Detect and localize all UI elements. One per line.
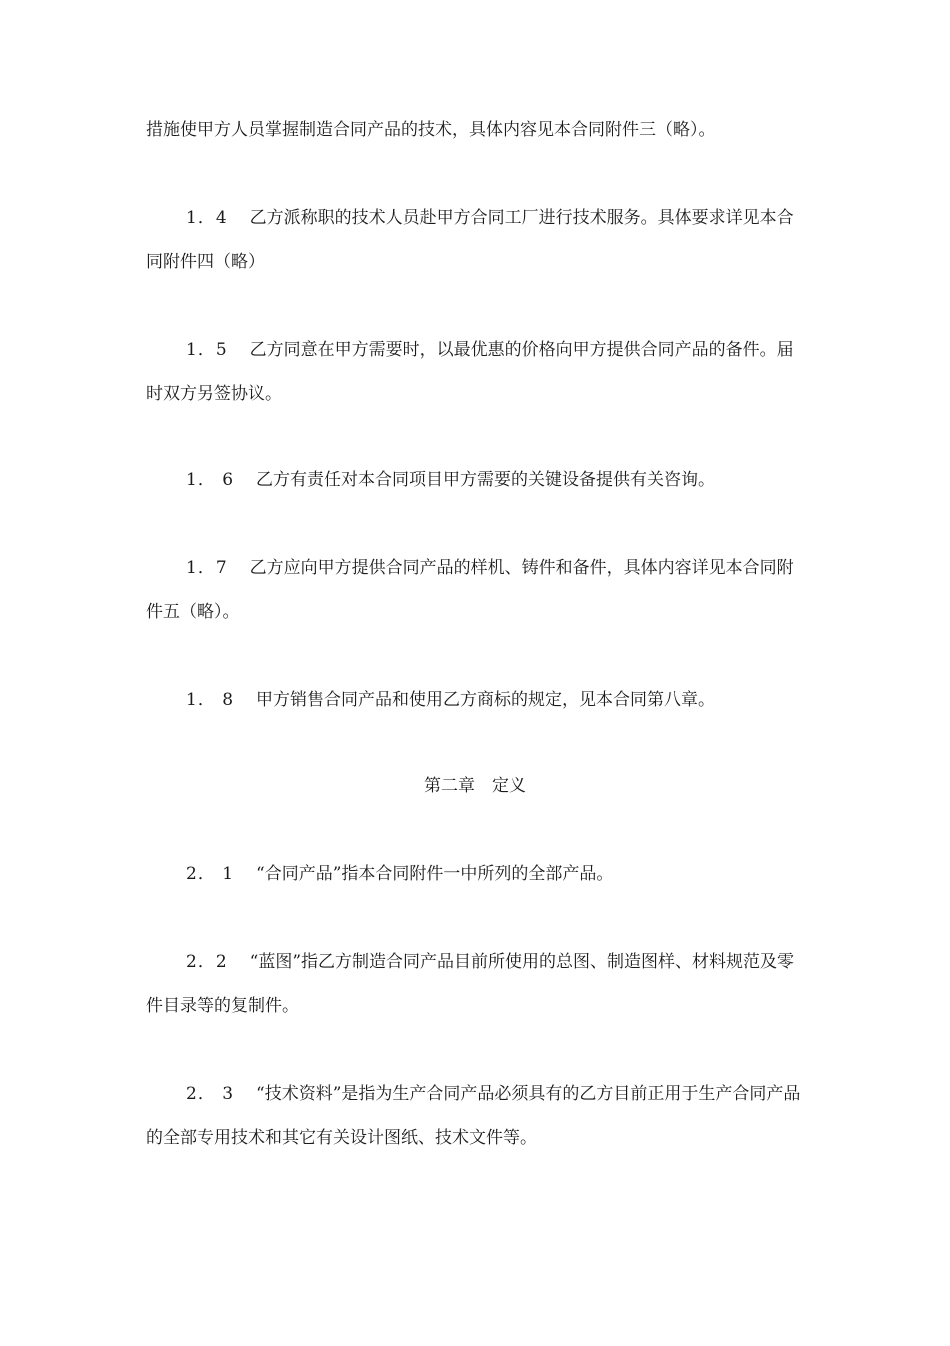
chapter-heading: 第二章 定义 [424,776,526,796]
clause-text: “蓝图”指乙方制造合同产品目前所使用的总图、制造图样、材料规范及零件目录等的复制件。 [146,952,795,1016]
clause-1-8 [146,678,810,722]
paragraph-text: 措施使甲方人员掌握制造合同产品的技术，具体内容见本合同附件三（略）。 [146,120,716,140]
clause-number: 2． 3 [186,1084,235,1104]
clause-number: 1．4 [186,208,228,228]
clause-1-6 [146,458,810,502]
clause-number: 2．2 [186,952,228,972]
clause-text: “合同产品”指本合同附件一中所列的全部产品。 [256,864,614,884]
clause-1-4 [146,196,810,284]
clause-number: 2． 1 [186,864,235,884]
clause-number: 1．5 [186,340,228,360]
clause-text: 甲方销售合同产品和使用乙方商标的规定，见本合同第八章。 [256,690,716,710]
clause-number: 1． 6 [186,470,235,490]
clause-2-2 [146,940,810,1028]
clause-1-7 [146,546,810,634]
clause-number: 1．7 [186,558,228,578]
clause-text: 乙方应向甲方提供合同产品的样机、铸件和备件，具体内容详见本合同附件五（略）。 [146,558,794,622]
paragraph-continuation [146,108,810,152]
clause-2-3 [146,1072,810,1160]
clause-text: “技术资料”是指为生产合同产品必须具有的乙方目前正用于生产合同产品的全部专用技术和其它有关设计图纸、技术文件等。 [146,1084,801,1148]
clause-text: 乙方派称职的技术人员赴甲方合同工厂进行技术服务。具体要求详见本合同附件四（略） [146,208,794,272]
clause-2-1 [146,852,810,896]
clause-1-5 [146,328,810,416]
clause-text: 乙方同意在甲方需要时，以最优惠的价格向甲方提供合同产品的备件。届时双方另签协议。 [146,340,794,404]
clause-text: 乙方有责任对本合同项目甲方需要的关键设备提供有关咨询。 [256,470,716,490]
clause-number: 1． 8 [186,690,235,710]
